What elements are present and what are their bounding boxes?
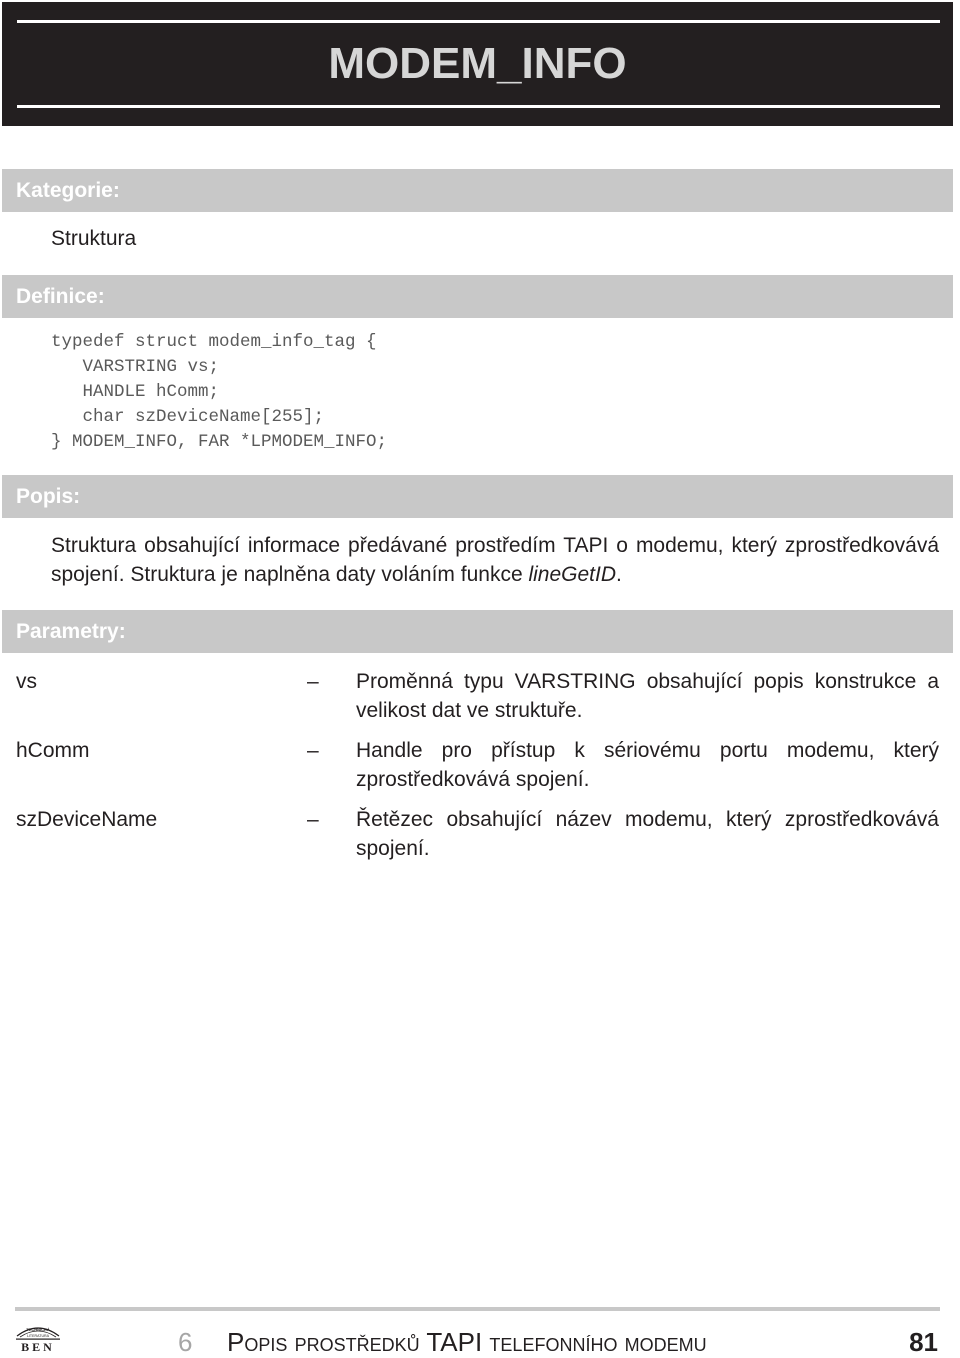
description-paragraph — [51, 531, 939, 589]
function-name: lineGetID — [528, 563, 616, 586]
section-header-parametry — [2, 610, 953, 653]
description-text: Struktura obsahující informace předávané prostředím TAPI o modemu, který zprostředkovává spojení. Struktura je naplněna daty voláním funkce — [51, 534, 939, 586]
parameter-dash: – — [307, 739, 319, 762]
section-heading-popis: Popis: — [16, 485, 81, 508]
parameter-name: hComm — [16, 739, 90, 762]
parameter-description: Proměnná typu VARSTRING obsahující popis konstrukce a velikost dat ve struktuře. — [356, 670, 939, 722]
section-header-definice — [2, 275, 953, 318]
footer-rule — [15, 1307, 940, 1311]
logo-arc-text: TECHNICKÁ — [26, 1327, 50, 1332]
logo-text: BEN — [21, 1340, 55, 1352]
section-heading-parametry: Parametry: — [16, 620, 126, 643]
chapter-title: Popis prostředků TAPI telefonního modemu — [227, 1327, 707, 1357]
parameter-description: Řetězec obsahující název modemu, který zprostředkovává spojení. — [356, 808, 939, 860]
section-header-popis — [2, 475, 953, 518]
logo-subtext: LITERATURA — [26, 1334, 50, 1338]
section-header-kategorie — [2, 169, 953, 212]
parameter-dash: – — [307, 808, 319, 831]
parameter-dash: – — [307, 670, 319, 693]
parameter-description: Handle pro přístup k sériovému portu modemu, který zprostředkovává spojení. — [356, 739, 939, 791]
publisher-logo — [14, 1322, 62, 1352]
title-rule-top — [17, 20, 940, 23]
chapter-number: 6 — [178, 1327, 193, 1357]
section-heading-kategorie: Kategorie: — [16, 179, 120, 202]
description-end: . — [616, 563, 622, 586]
page-title: MODEM_INFO — [328, 39, 627, 88]
section-heading-definice: Definice: — [16, 285, 105, 308]
definition-code: typedef struct modem_info_tag { VARSTRING vs; HANDLE hComm; char szDeviceName[255]; } MODEM_INFO, FAR *LPMODEM_INFO; — [51, 332, 388, 452]
kategorie-value: Struktura — [51, 227, 137, 250]
page-number: 81 — [909, 1327, 938, 1357]
title-banner — [2, 2, 953, 126]
parameter-name: vs — [16, 670, 37, 693]
title-rule-bottom — [17, 105, 940, 108]
parameter-name: szDeviceName — [16, 808, 158, 831]
